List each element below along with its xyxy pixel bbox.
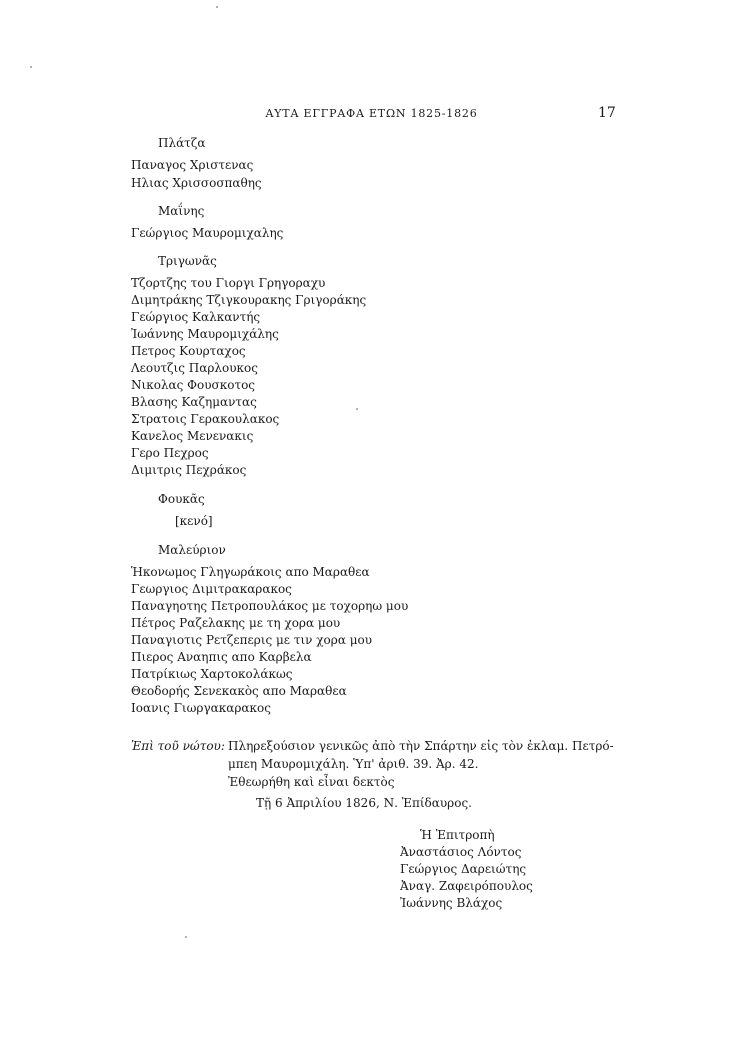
name-entry: Λεουτζις Παρλουκος <box>131 361 258 375</box>
name-entry: Γεώργιος Μαυρομιχαλης <box>131 226 284 240</box>
section-title: Φουκᾶς <box>158 492 205 506</box>
name-entry: Ἰωάννης Μαυρομιχάλης <box>131 327 279 341</box>
running-title: ΑΥΤΑ ΕΓΓΡΑΦΑ ΕΤΩΝ 1825-1826 <box>265 107 478 120</box>
name-entry: Παναγιοτις Ρετζεπερις με τιν χορα μου <box>131 633 373 647</box>
back-note-label: Ἐπὶ τοῦ νώτου: <box>131 739 225 753</box>
name-entry: Γεώργιος Καλκαντής <box>131 310 261 324</box>
scan-speck <box>185 936 187 938</box>
name-entry: Κανελος Μενενακις <box>131 429 254 443</box>
name-entry: Ιοανις Γιωργακαρακος <box>131 701 271 715</box>
section-title: Μαΐνης <box>158 204 205 218</box>
back-note-line: Ἐθεωρήθη καὶ εἶναι δεκτὸς <box>228 775 395 789</box>
section-title: Τριγωνᾶς <box>158 254 217 268</box>
name-entry: Παναγηοτης Πετροπουλάκος με τοχορηω μου <box>131 599 409 613</box>
name-entry: Πιερος Αναηπις απο Καρβελα <box>131 650 312 664</box>
name-entry: Θεοδορής Σενεκακὸς απο Μαραθεα <box>131 684 347 698</box>
name-entry: Γεωργιος Διμιτρακαρακος <box>131 582 292 596</box>
name-entry: Γερο Πεχρος <box>131 446 209 460</box>
name-entry: Πατρίκιως Χαρτοκολάκως <box>131 667 293 681</box>
back-note-line: μπεη Μαυρομιχάλη. Ὑπ' ἀριθ. 39. Ἀρ. 42. <box>228 757 479 771</box>
name-entry: Νικολας Φουσκοτος <box>131 378 256 392</box>
signature-name: Ἀναγ. Ζαφειρόπουλος <box>400 879 533 893</box>
name-entry: Τζορτζης του Γιοργι Γρηγοραχυ <box>131 276 326 290</box>
page-number: 17 <box>598 105 616 121</box>
name-entry: Στρατοις Γερακουλακος <box>131 412 280 426</box>
name-entry: Πέτρος Ραζελακης με τη χορα μου <box>131 616 341 630</box>
name-entry: Παναγος Χριστενας <box>131 158 254 172</box>
back-note-date: Τῇ 6 Ἀπριλίου 1826, Ν. Ἐπίδαυρος. <box>256 796 472 810</box>
signature-name: Γεώργιος Δαρειώτης <box>400 862 527 876</box>
committee-heading: Ἡ Ἐπιτροπὴ <box>420 828 495 842</box>
name-entry: Διμητράκης Τζιγκουρακης Γριγοράκης <box>131 293 367 307</box>
signature-name: Ἀναστάσιος Λόντος <box>400 845 522 859</box>
name-entry: Διμιτρις Πεχράκος <box>131 463 247 477</box>
section-title: Μαλεύριον <box>158 543 226 557</box>
back-note-line: Πληρεξούσιον γενικῶς ἀπὸ τὴν Σπάρτην εἰς τὸν ἐκλαμ. Πετρό- <box>228 739 614 753</box>
section-title: Πλάτζα <box>158 136 206 150</box>
scan-speck <box>30 66 32 68</box>
scan-speck <box>356 408 358 410</box>
signature-name: Ἰωάννης Βλάχος <box>400 896 503 910</box>
name-entry: Βλασης Καζημαντας <box>131 395 257 409</box>
name-entry: Ηλιας Χρισσοσπαθης <box>131 176 262 190</box>
scan-speck <box>216 6 218 8</box>
name-entry: Πετρος Κουρταχος <box>131 344 246 358</box>
name-entry: Ἡκονωμος Γληγωράκοις απο Μαραθεα <box>131 565 370 579</box>
blank-entry: [κενό] <box>175 514 213 528</box>
